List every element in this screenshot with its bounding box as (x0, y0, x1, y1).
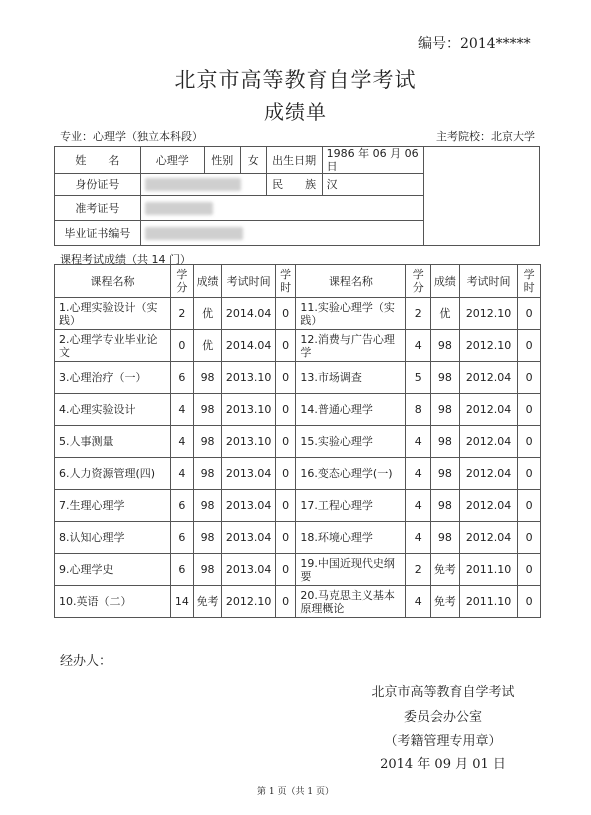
course-hours: 0 (275, 362, 296, 394)
course-hours: 0 (275, 298, 296, 330)
course-name: 10.英语（二） (55, 586, 171, 618)
header-score: 成绩 (193, 265, 222, 298)
issuer-line-1: 北京市高等教育自学考试 (371, 685, 515, 700)
handler-label: 经办人： (60, 654, 113, 669)
course-date: 2012.04 (459, 426, 518, 458)
grades-header-row (55, 265, 541, 298)
course-date: 2013.10 (222, 426, 275, 458)
course-score: 98 (431, 458, 460, 490)
course-date: 2014.04 (222, 330, 275, 362)
course-hours: 0 (518, 458, 541, 490)
table-row (55, 426, 541, 458)
course-date: 2012.04 (459, 490, 518, 522)
table-row (55, 490, 541, 522)
course-credit: 8 (406, 394, 431, 426)
course-name: 1.心理实验设计（实践） (55, 298, 171, 330)
issuer-seal-note: （考籍管理专用章） (384, 734, 502, 749)
course-score: 98 (193, 458, 222, 490)
course-hours: 0 (518, 490, 541, 522)
course-date: 2013.04 (222, 490, 275, 522)
course-name: 9.心理学史 (55, 554, 171, 586)
course-score: 免考 (431, 586, 460, 618)
header-hours: 学时 (275, 265, 296, 298)
course-score: 98 (431, 490, 460, 522)
course-name: 17.工程心理学 (296, 490, 406, 522)
course-date: 2011.10 (459, 554, 518, 586)
header-course: 课程名称 (296, 265, 406, 298)
course-credit: 6 (171, 522, 194, 554)
name-value: 心理学 (140, 147, 204, 174)
course-credit: 4 (406, 458, 431, 490)
course-credit: 0 (171, 330, 194, 362)
course-name: 19.中国近现代史纲要 (296, 554, 406, 586)
course-hours: 0 (275, 522, 296, 554)
course-hours: 0 (275, 426, 296, 458)
course-credit: 4 (171, 394, 194, 426)
course-score: 98 (431, 362, 460, 394)
course-date: 2014.04 (222, 298, 275, 330)
course-date: 2012.10 (222, 586, 275, 618)
course-hours: 0 (518, 394, 541, 426)
course-name: 5.人事测量 (55, 426, 171, 458)
header-score: 成绩 (431, 265, 460, 298)
course-name: 18.环境心理学 (296, 522, 406, 554)
course-credit: 4 (406, 426, 431, 458)
course-hours: 0 (275, 330, 296, 362)
course-date: 2013.10 (222, 362, 275, 394)
table-row (55, 362, 541, 394)
course-score: 98 (431, 330, 460, 362)
course-hours: 0 (518, 362, 541, 394)
course-score: 优 (431, 298, 460, 330)
course-date: 2013.04 (222, 458, 275, 490)
redacted-exam-number (145, 202, 213, 215)
course-score: 98 (431, 394, 460, 426)
course-score: 免考 (193, 586, 222, 618)
course-score: 98 (431, 426, 460, 458)
course-hours: 0 (275, 586, 296, 618)
table-row (55, 458, 541, 490)
course-hours: 0 (518, 586, 541, 618)
header-date: 考试时间 (222, 265, 275, 298)
redacted-cert-number (145, 227, 243, 240)
course-score: 98 (193, 554, 222, 586)
cert-number-label: 毕业证书编号 (55, 221, 141, 246)
personal-info-table (54, 146, 540, 246)
course-credit: 4 (406, 490, 431, 522)
course-credit: 2 (406, 298, 431, 330)
header-date: 考试时间 (459, 265, 518, 298)
course-name: 13.市场调查 (296, 362, 406, 394)
table-row (55, 586, 541, 618)
course-score: 98 (193, 362, 222, 394)
course-name: 11.实验心理学（实践） (296, 298, 406, 330)
cert-number-redacted (140, 221, 424, 246)
course-hours: 0 (275, 394, 296, 426)
course-name: 12.消费与广告心理学 (296, 330, 406, 362)
course-credit: 4 (171, 426, 194, 458)
serial-number: 编号：2014***** (418, 36, 531, 52)
course-name: 2.心理学专业毕业论文 (55, 330, 171, 362)
course-credit: 6 (171, 490, 194, 522)
course-name: 7.生理心理学 (55, 490, 171, 522)
course-credit: 6 (171, 554, 194, 586)
school-label: 主考院校：北京大学 (436, 130, 535, 143)
course-name: 15.实验心理学 (296, 426, 406, 458)
ethnic-label: 民 族 (266, 174, 322, 196)
major-label: 专业：心理学（独立本科段） (60, 130, 203, 143)
gender-value: 女 (240, 147, 266, 174)
header-hours: 学时 (518, 265, 541, 298)
grades-table (54, 264, 541, 618)
course-hours: 0 (275, 554, 296, 586)
course-hours: 0 (518, 298, 541, 330)
table-row (55, 330, 541, 362)
course-hours: 0 (518, 426, 541, 458)
course-score: 98 (193, 490, 222, 522)
course-credit: 5 (406, 362, 431, 394)
table-row (55, 394, 541, 426)
name-label: 姓 名 (55, 147, 141, 174)
course-date: 2012.04 (459, 362, 518, 394)
course-hours: 0 (518, 330, 541, 362)
table-row (55, 298, 541, 330)
course-score: 优 (193, 330, 222, 362)
course-date: 2012.04 (459, 394, 518, 426)
grades-title: 课程考试成绩（共 14 门） (60, 253, 191, 266)
gender-label: 性别 (204, 147, 240, 174)
course-credit: 4 (406, 586, 431, 618)
course-date: 2011.10 (459, 586, 518, 618)
exam-number-redacted (140, 196, 424, 221)
issue-date: 2014 年 09 月 01 日 (380, 757, 506, 772)
course-credit: 6 (171, 362, 194, 394)
document-subtitle: 成绩单 (264, 100, 327, 124)
course-date: 2012.10 (459, 298, 518, 330)
course-credit: 4 (171, 458, 194, 490)
ethnic-value: 汉 (322, 174, 424, 196)
course-credit: 2 (171, 298, 194, 330)
course-score: 优 (193, 298, 222, 330)
course-date: 2012.04 (459, 458, 518, 490)
course-date: 2012.10 (459, 330, 518, 362)
dob-value: 1986 年 06 月 06 日 (322, 147, 424, 174)
photo-area (424, 147, 540, 246)
page-number: 第 1 页（共 1 页） (257, 787, 334, 797)
issuer-line-2: 委员会办公室 (403, 710, 482, 725)
document-title: 北京市高等教育自学考试 (174, 68, 417, 92)
course-name: 3.心理治疗（一） (55, 362, 171, 394)
course-credit: 4 (406, 522, 431, 554)
course-score: 免考 (431, 554, 460, 586)
course-hours: 0 (518, 554, 541, 586)
course-name: 4.心理实验设计 (55, 394, 171, 426)
course-hours: 0 (275, 490, 296, 522)
table-row (55, 554, 541, 586)
redacted-id (145, 178, 241, 191)
course-name: 16.变态心理学(一) (296, 458, 406, 490)
header-credit: 学分 (171, 265, 194, 298)
id-label: 身份证号 (55, 174, 141, 196)
course-hours: 0 (518, 522, 541, 554)
course-credit: 2 (406, 554, 431, 586)
header-course: 课程名称 (55, 265, 171, 298)
table-row (55, 522, 541, 554)
course-name: 6.人力资源管理(四) (55, 458, 171, 490)
course-credit: 14 (171, 586, 194, 618)
course-name: 14.普通心理学 (296, 394, 406, 426)
course-date: 2013.04 (222, 522, 275, 554)
course-credit: 4 (406, 330, 431, 362)
course-date: 2013.04 (222, 554, 275, 586)
course-hours: 0 (275, 458, 296, 490)
course-score: 98 (431, 522, 460, 554)
header-credit: 学分 (406, 265, 431, 298)
course-score: 98 (193, 522, 222, 554)
course-date: 2012.04 (459, 522, 518, 554)
course-name: 8.认知心理学 (55, 522, 171, 554)
id-value-redacted (140, 174, 266, 196)
course-name: 20.马克思主义基本原理概论 (296, 586, 406, 618)
course-score: 98 (193, 394, 222, 426)
exam-number-label: 准考证号 (55, 196, 141, 221)
course-score: 98 (193, 426, 222, 458)
dob-label: 出生日期 (266, 147, 322, 174)
course-date: 2013.10 (222, 394, 275, 426)
